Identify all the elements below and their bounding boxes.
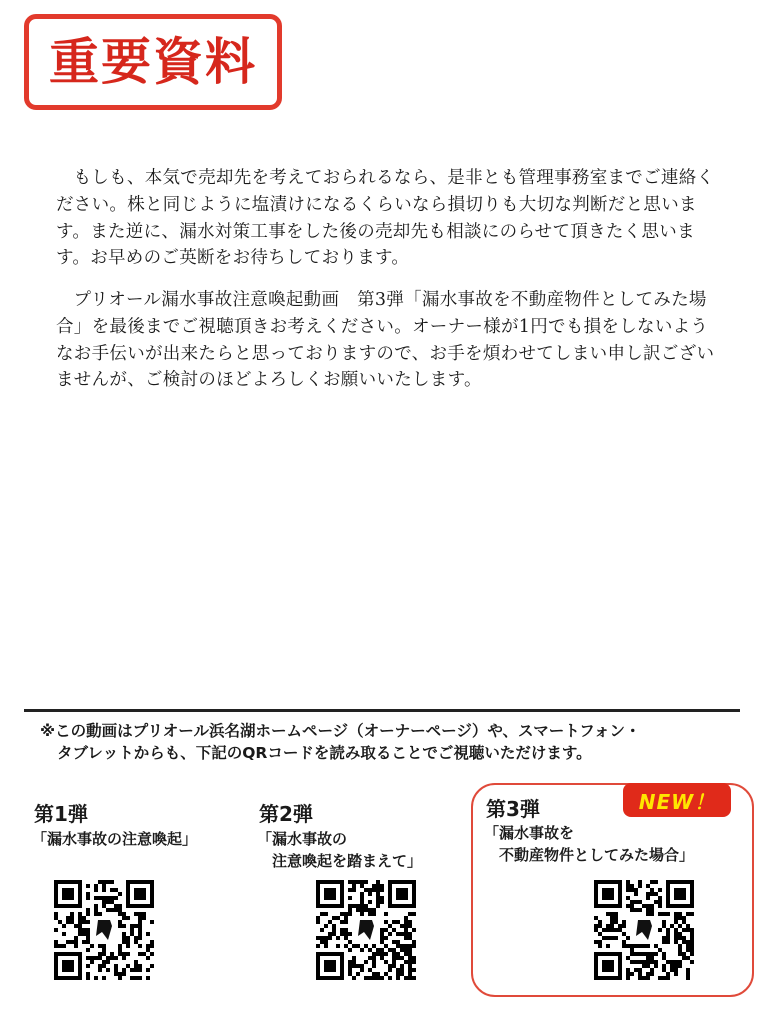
episode-1-title: 第1弾 (34, 802, 88, 826)
episode-1-qr-code-icon[interactable] (54, 880, 154, 980)
new-badge-label: NEW！ (638, 789, 716, 814)
video-availability-note (40, 720, 745, 764)
body-paragraph-1: もしも、本気で売却先を考えておられるなら、是非とも管理事務室までご連絡ください。株と同じように塩漬けになるくらいなら損切りも大切な判断だと思います。また逆に、漏水対策工事をした後の売却先も相談にのらせて頂きたく思います。お早めのご英断をお待ちしております。 (56, 168, 715, 269)
episode-3-subtitle (484, 822, 694, 866)
episode-3-title: 第3弾 (486, 797, 540, 821)
new-badge (623, 783, 731, 817)
note-line-1: ※この動画はプリオール浜名湖ホームページ（オーナーページ）や、スマートフォン・ (40, 722, 641, 740)
stamp-label: 重要資料 (49, 33, 257, 91)
episode-1-subtitle (32, 828, 197, 850)
episode-2-subtitle (257, 828, 422, 872)
episode-2-title: 第2弾 (259, 802, 313, 826)
body-paragraph-2: プリオール漏水事故注意喚起動画 第3弾「漏水事故を不動産物件としてみた場合」を最後までご視聴頂きお考えください。オーナー様が1円でも損をしないようなお手伝いが出来たらと思っておりますので、お手を煩わせてしまい申し訳ございませんが、ご検討のほどよろしくお願いいたします。 (56, 290, 715, 391)
important-document-stamp (24, 14, 282, 110)
episode-2-qr-code-icon[interactable] (316, 880, 416, 980)
note-line-2: タブレットからも、下記のQRコードを読み取ることでご視聴いただけます。 (57, 744, 592, 762)
episode-3-qr-code-icon[interactable] (594, 880, 694, 980)
section-divider (24, 709, 740, 712)
episode-2-subtitle-line-1: 「漏水事故の (257, 830, 348, 848)
episode-3-subtitle-line-1: 「漏水事故を (484, 824, 575, 842)
episode-3-subtitle-line-2: 不動産物件としてみた場合」 (484, 846, 695, 864)
episode-2-subtitle-line-2: 注意喚起を踏まえて」 (257, 852, 423, 870)
episode-1-subtitle-line-1: 「漏水事故の注意喚起」 (32, 830, 198, 848)
